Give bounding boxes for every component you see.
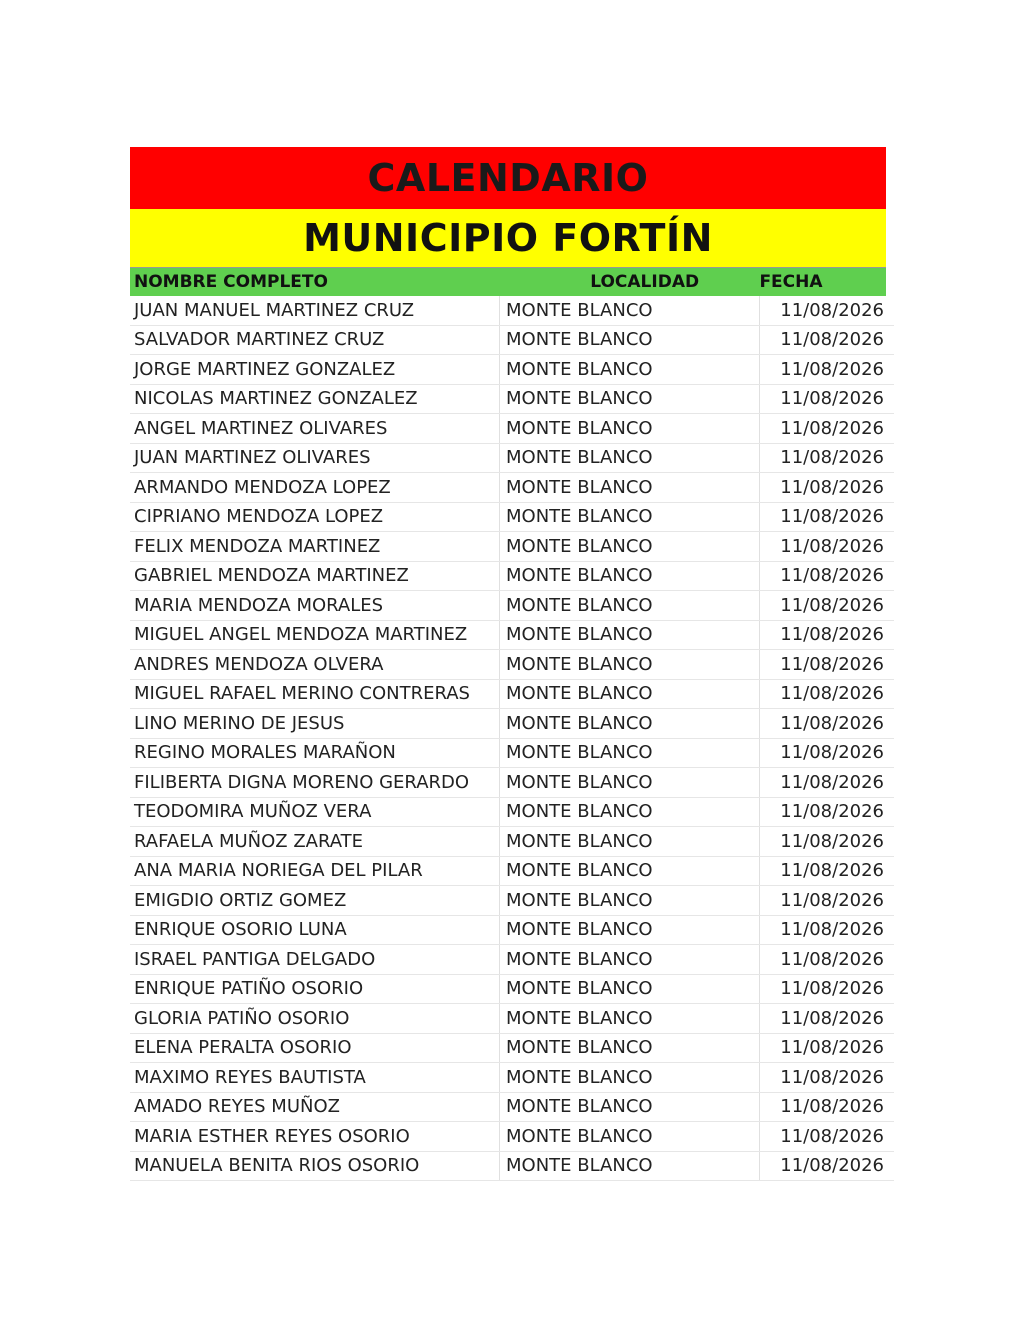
cell-date: 11/08/2026	[780, 565, 884, 587]
cell-date: 11/08/2026	[780, 358, 884, 380]
cell-date: 11/08/2026	[780, 535, 884, 557]
table-row	[130, 739, 894, 769]
table-row	[130, 444, 894, 474]
cell-date: 11/08/2026	[780, 830, 884, 852]
cell-name: AMADO REYES MUÑOZ	[130, 1093, 500, 1122]
table-row	[130, 886, 894, 916]
cell-location: MONTE BLANCO	[500, 1093, 760, 1122]
cell-date: 11/08/2026	[780, 653, 884, 675]
cell-name: SALVADOR MARTINEZ CRUZ	[130, 326, 500, 355]
table-row	[130, 680, 894, 710]
table-row	[130, 1034, 894, 1064]
cell-location: MONTE BLANCO	[500, 709, 760, 738]
table-row	[130, 1063, 894, 1093]
cell-name: CIPRIANO MENDOZA LOPEZ	[130, 503, 500, 532]
cell-location: MONTE BLANCO	[500, 503, 760, 532]
cell-name: JORGE MARTINEZ GONZALEZ	[130, 355, 500, 384]
cell-location: MONTE BLANCO	[500, 857, 760, 886]
cell-location: MONTE BLANCO	[500, 326, 760, 355]
cell-date: 11/08/2026	[780, 1096, 884, 1118]
cell-location: MONTE BLANCO	[500, 945, 760, 974]
cell-location: MONTE BLANCO	[500, 591, 760, 620]
cell-location: MONTE BLANCO	[500, 562, 760, 591]
cell-name: ELENA PERALTA OSORIO	[130, 1034, 500, 1063]
table-header	[130, 268, 886, 296]
cell-name: ISRAEL PANTIGA DELGADO	[130, 945, 500, 974]
cell-date: 11/08/2026	[780, 978, 884, 1000]
cell-location: MONTE BLANCO	[500, 798, 760, 827]
cell-date: 11/08/2026	[780, 476, 884, 498]
cell-location: MONTE BLANCO	[500, 414, 760, 443]
cell-name: MAXIMO REYES BAUTISTA	[130, 1063, 500, 1092]
cell-name: GLORIA PATIÑO OSORIO	[130, 1004, 500, 1033]
cell-date: 11/08/2026	[780, 506, 884, 528]
cell-location: MONTE BLANCO	[500, 650, 760, 679]
table-row	[130, 945, 894, 975]
cell-date: 11/08/2026	[780, 860, 884, 882]
cell-location: MONTE BLANCO	[500, 680, 760, 709]
cell-location: MONTE BLANCO	[500, 1034, 760, 1063]
table-row	[130, 1093, 894, 1123]
cell-date: 11/08/2026	[780, 712, 884, 734]
cell-date: 11/08/2026	[780, 889, 884, 911]
cell-date: 11/08/2026	[780, 1066, 884, 1088]
cell-name: GABRIEL MENDOZA MARTINEZ	[130, 562, 500, 591]
cell-location: MONTE BLANCO	[500, 1122, 760, 1151]
cell-location: MONTE BLANCO	[500, 1063, 760, 1092]
table-row	[130, 385, 894, 415]
cell-location: MONTE BLANCO	[500, 975, 760, 1004]
cell-date: 11/08/2026	[780, 919, 884, 941]
cell-name: NICOLAS MARTINEZ GONZALEZ	[130, 385, 500, 414]
cell-location: MONTE BLANCO	[500, 532, 760, 561]
cell-date: 11/08/2026	[780, 771, 884, 793]
table-row	[130, 768, 894, 798]
cell-name: MANUELA BENITA RIOS OSORIO	[130, 1152, 500, 1181]
calendar-sheet	[130, 147, 894, 1181]
cell-name: REGINO MORALES MARAÑON	[130, 739, 500, 768]
table-row	[130, 1004, 894, 1034]
cell-date: 11/08/2026	[780, 388, 884, 410]
cell-location: MONTE BLANCO	[500, 1004, 760, 1033]
table-row	[130, 798, 894, 828]
cell-date: 11/08/2026	[780, 1037, 884, 1059]
cell-date: 11/08/2026	[780, 624, 884, 646]
cell-name: FELIX MENDOZA MARTINEZ	[130, 532, 500, 561]
table-row	[130, 355, 894, 385]
cell-date: 11/08/2026	[780, 329, 884, 351]
table-row	[130, 1152, 894, 1182]
cell-name: FILIBERTA DIGNA MORENO GERARDO	[130, 768, 500, 797]
header-date: FECHA	[759, 272, 823, 292]
cell-date: 11/08/2026	[780, 801, 884, 823]
cell-name: ENRIQUE PATIÑO OSORIO	[130, 975, 500, 1004]
table-row	[130, 562, 894, 592]
cell-date: 11/08/2026	[780, 417, 884, 439]
cell-name: MARIA ESTHER REYES OSORIO	[130, 1122, 500, 1151]
cell-name: TEODOMIRA MUÑOZ VERA	[130, 798, 500, 827]
table-row	[130, 473, 894, 503]
table-row	[130, 916, 894, 946]
table-row	[130, 296, 894, 326]
table-row	[130, 591, 894, 621]
cell-date: 11/08/2026	[780, 742, 884, 764]
cell-location: MONTE BLANCO	[500, 355, 760, 384]
table-row	[130, 827, 894, 857]
table-row	[130, 1122, 894, 1152]
cell-name: ARMANDO MENDOZA LOPEZ	[130, 473, 500, 502]
table-row	[130, 503, 894, 533]
table-row	[130, 709, 894, 739]
cell-name: MARIA MENDOZA MORALES	[130, 591, 500, 620]
cell-location: MONTE BLANCO	[500, 886, 760, 915]
cell-name: RAFAELA MUÑOZ ZARATE	[130, 827, 500, 856]
cell-name: EMIGDIO ORTIZ GOMEZ	[130, 886, 500, 915]
cell-date: 11/08/2026	[780, 447, 884, 469]
cell-name: JUAN MARTINEZ OLIVARES	[130, 444, 500, 473]
cell-location: MONTE BLANCO	[500, 916, 760, 945]
cell-location: MONTE BLANCO	[500, 1152, 760, 1181]
cell-date: 11/08/2026	[780, 594, 884, 616]
cell-name: LINO MERINO DE JESUS	[130, 709, 500, 738]
cell-name: MIGUEL ANGEL MENDOZA MARTINEZ	[130, 621, 500, 650]
cell-location: MONTE BLANCO	[500, 621, 760, 650]
table-row	[130, 650, 894, 680]
cell-date: 11/08/2026	[780, 299, 884, 321]
cell-location: MONTE BLANCO	[500, 444, 760, 473]
cell-name: ANA MARIA NORIEGA DEL PILAR	[130, 857, 500, 886]
table-body	[130, 296, 894, 1181]
cell-date: 11/08/2026	[780, 1155, 884, 1177]
cell-location: MONTE BLANCO	[500, 768, 760, 797]
cell-name: JUAN MANUEL MARTINEZ CRUZ	[130, 296, 500, 325]
cell-date: 11/08/2026	[780, 948, 884, 970]
table-row	[130, 532, 894, 562]
cell-name: MIGUEL RAFAEL MERINO CONTRERAS	[130, 680, 500, 709]
cell-location: MONTE BLANCO	[500, 827, 760, 856]
header-name: NOMBRE COMPLETO	[134, 272, 328, 292]
cell-name: ENRIQUE OSORIO LUNA	[130, 916, 500, 945]
table-row	[130, 326, 894, 356]
municipality-title: MUNICIPIO FORTÍN	[130, 209, 886, 268]
cell-location: MONTE BLANCO	[500, 296, 760, 325]
table-row	[130, 414, 894, 444]
table-row	[130, 621, 894, 651]
table-row	[130, 975, 894, 1005]
cell-name: ANDRES MENDOZA OLVERA	[130, 650, 500, 679]
cell-date: 11/08/2026	[780, 1125, 884, 1147]
table-row	[130, 857, 894, 887]
cell-name: ANGEL MARTINEZ OLIVARES	[130, 414, 500, 443]
cell-location: MONTE BLANCO	[500, 473, 760, 502]
header-location: LOCALIDAD	[590, 272, 700, 292]
cell-date: 11/08/2026	[780, 683, 884, 705]
calendar-title: CALENDARIO	[130, 147, 886, 209]
cell-location: MONTE BLANCO	[500, 385, 760, 414]
cell-location: MONTE BLANCO	[500, 739, 760, 768]
cell-date: 11/08/2026	[780, 1007, 884, 1029]
